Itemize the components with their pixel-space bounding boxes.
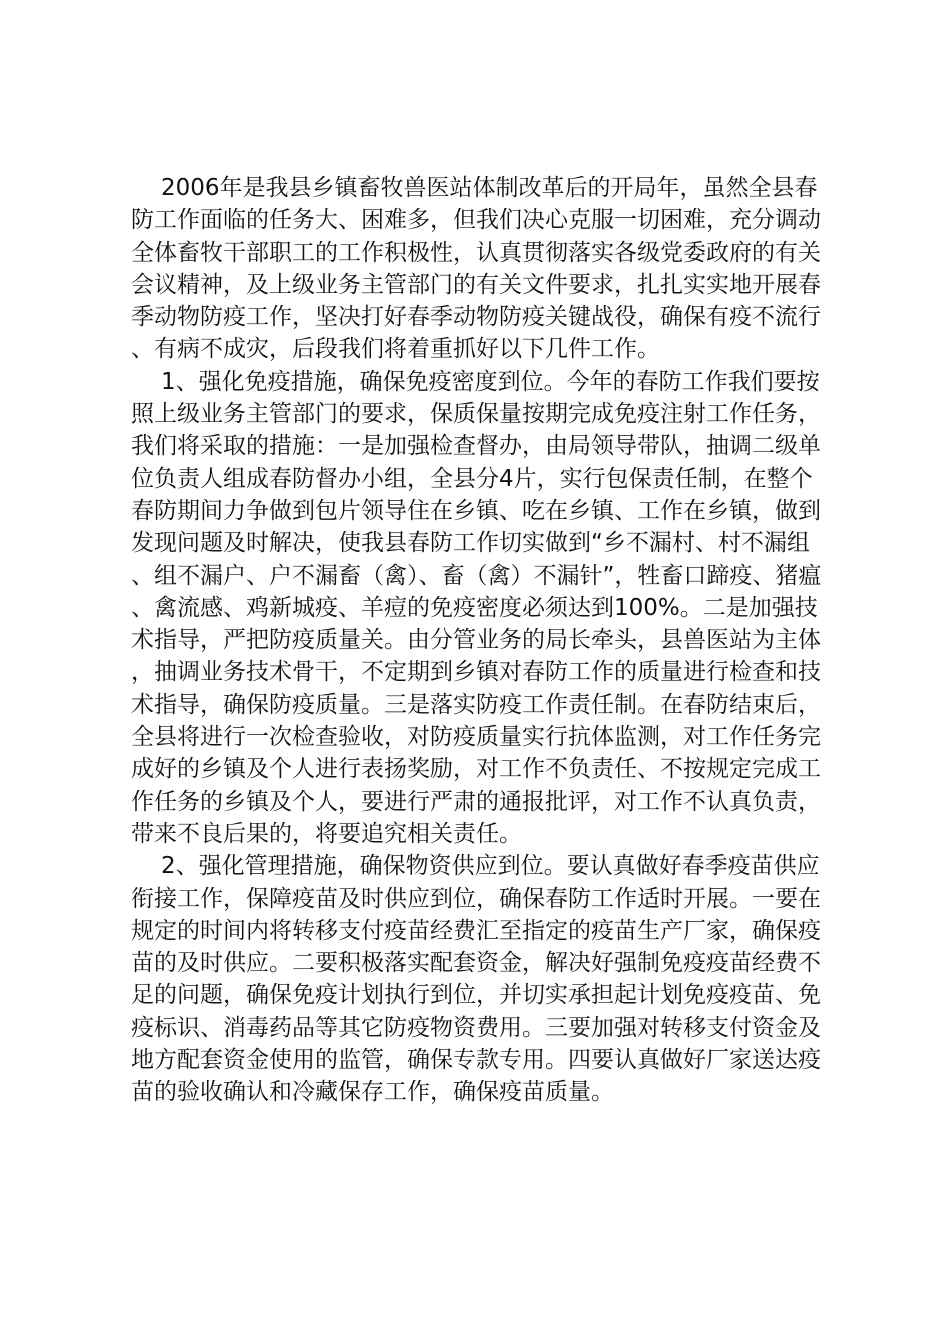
document-body (131, 172, 827, 1109)
paragraph-section-2: 2、强化管理措施，确保物资供应到位。要认真做好春季疫苗供应衔接工作，保障疫苗及时供应到位，确保春防工作适时开展。一要在规定的时间内将转移支付疫苗经费汇至指定的疫苗生产厂家，确保疫苗的及时供应。二要积极落实配套资金，解决好强制免疫疫苗经费不足的问题，确保免疫计划执行到位，并切实承担起计划免疫疫苗、免疫标识、消毒药品等其它防疫物资费用。三要加强对转移支付资金及地方配套资金使用的监管，确保专款专用。四要认真做好厂家送达疫苗的验收确认和冷藏保存工作，确保疫苗质量。 (131, 853, 821, 1106)
paragraph-section-1: 1、强化免疫措施，确保免疫密度到位。今年的春防工作我们要按照上级业务主管部门的要求，保质保量按期完成免疫注射工作任务，我们将采取的措施：一是加强检查督办，由局领导带队，抽调二级单位负责人组成春防督办小组，全县分4片，实行包保责任制，在整个春防期间力争做到包片领导住在乡镇、吃在乡镇、工作在乡镇，做到发现问题及时解决，使我县春防工作切实做到“乡不漏村、村不漏组、组不漏户、户不漏畜（禽）、畜（禽）不漏针”，牲畜口蹄疫、猪瘟、禽流感、鸡新城疫、羊痘的免疫密度必须达到100%。二是加强技术指导，严把防疫质量关。由分管业务的局长牵头，县兽医站为主体，抽调业务技术骨干，不定期到乡镇对春防工作的质量进行检查和技术指导，确保防疫质量。三是落实防疫工作责任制。在春防结束后，全县将进行一次检查验收，对防疫质量实行抗体监测，对工作任务完成好的乡镇及个人进行表扬奖励，对工作不负责任、不按规定完成工作任务的乡镇及个人，要进行严肃的通报批评，对工作不认真负责，带来不良后果的，将要追究相关责任。 (131, 368, 822, 847)
paragraph-intro: 2006年是我县乡镇畜牧兽医站体制改革后的开局年，虽然全县春防工作面临的任务大、困难多，但我们决心克服一切困难，充分调动全体畜牧干部职工的工作积极性，认真贯彻落实各级党委政府的有关会议精神，及上级业务主管部门的有关文件要求，扎扎实实地开展春季动物防疫工作，坚决打好春季动物防疫关键战役，确保有疫不流行、有病不成灾，后段我们将着重抓好以下几件工作。 (131, 175, 821, 363)
